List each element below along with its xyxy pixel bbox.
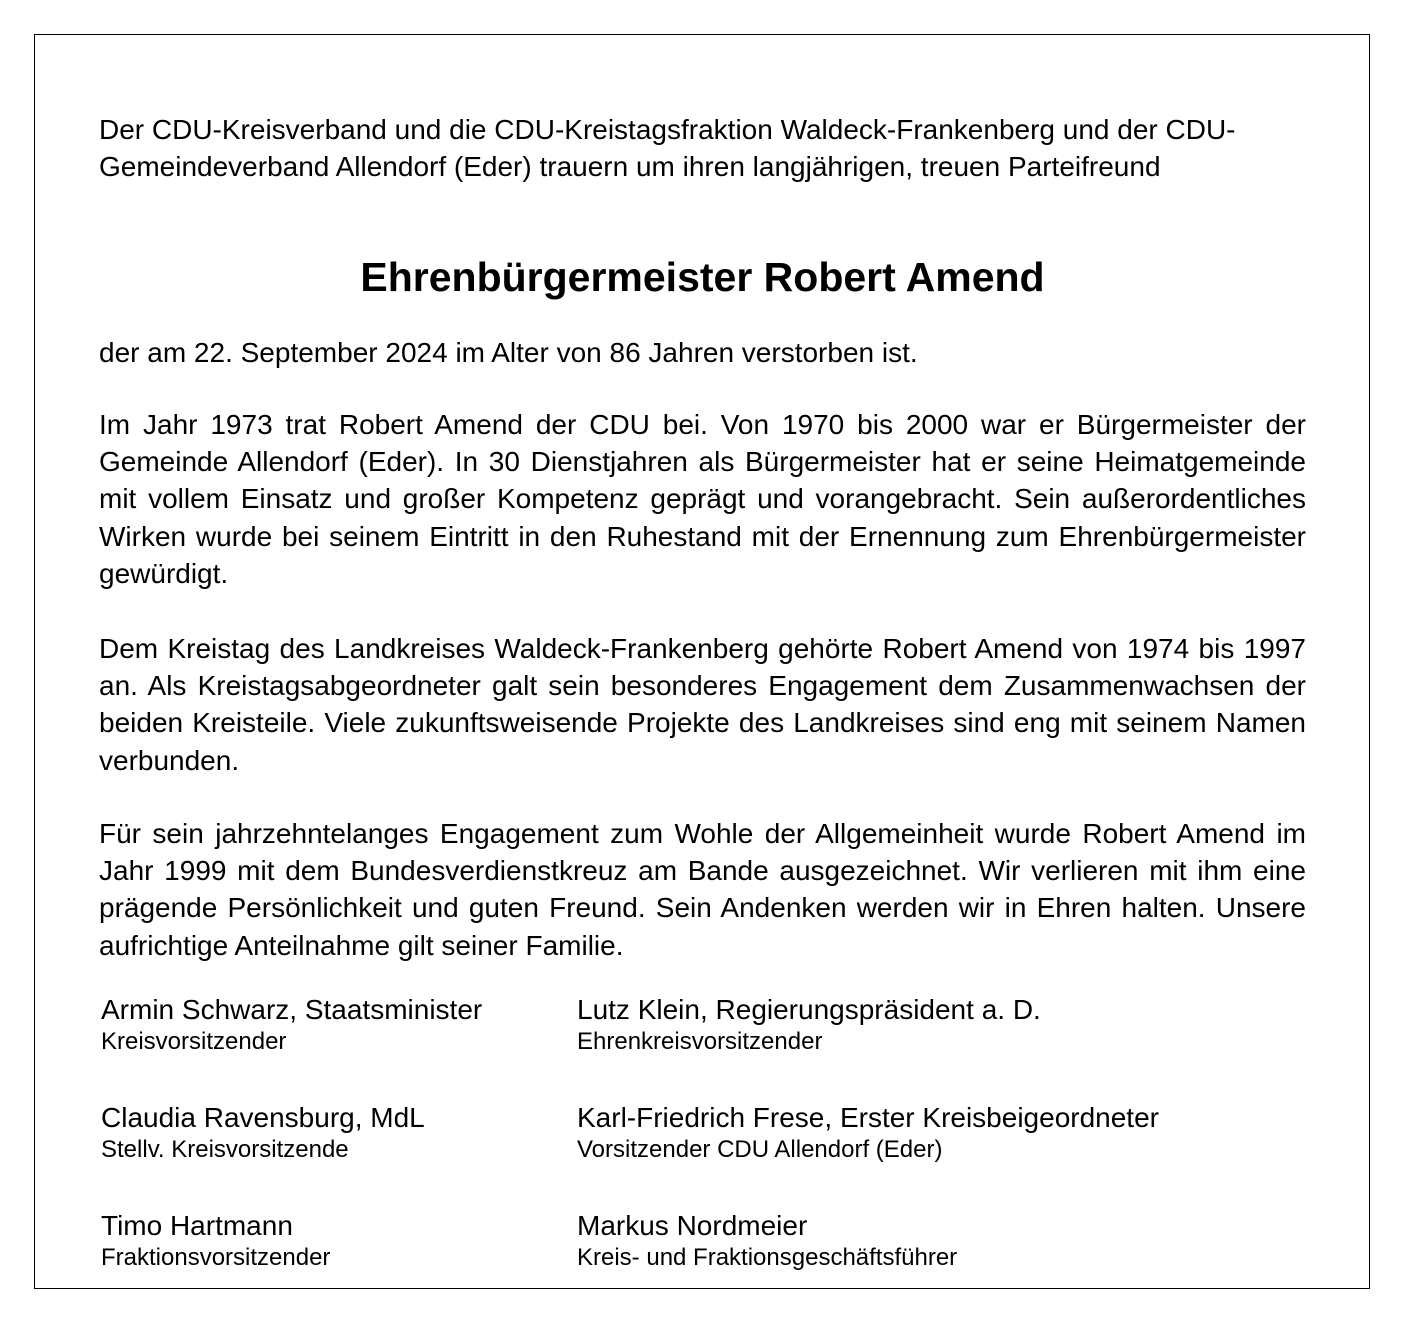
- signatory: [577, 1209, 957, 1273]
- intro-text: Der CDU-Kreisverband und die CDU-Kreistagsfraktion Waldeck-Frankenberg und der CDU-Gemeindeverband Allendorf (Eder) trauern um ihren langjährigen, treuen Parteifreund: [99, 114, 1236, 182]
- signatory-role: Ehrenkreisvorsitzender: [577, 1028, 823, 1055]
- paragraph-district-council: Dem Kreistag des Landkreises Waldeck-Frankenberg gehörte Robert Amend von 1974 bis 1997 an. Als Kreistagsabgeordneter galt sein besonderes Engagement dem Zusammenwachsen der beiden Kreisteile. Viele zukunftsweisende Projekte des Landkreises sind eng mit seinem Namen verbunden.: [99, 633, 1306, 776]
- signatory: [101, 1209, 330, 1273]
- signatory-name: Armin Schwarz, Staatsminister: [101, 994, 483, 1025]
- signatory-role: Stellv. Kreisvorsitzende: [101, 1136, 349, 1163]
- deceased-title: Ehrenbürgermeister Robert Amend: [360, 254, 1045, 300]
- signatory-name: Karl-Friedrich Frese, Erster Kreisbeigeordneter: [577, 1102, 1159, 1133]
- signatory-role: Kreisvorsitzender: [101, 1028, 287, 1055]
- paragraph-honours: Für sein jahrzehntelanges Engagement zum Wohle der Allgemeinheit wurde Robert Amend im Jahr 1999 mit dem Bundesverdienstkreuz am Bande ausgezeichnet. Wir verlieren mit ihm eine prägende Persönlichkeit und guten Freund. Sein Andenken werden wir in Ehren halten. Unsere aufrichtige Anteilnahme gilt seiner Familie.: [99, 818, 1306, 961]
- signatory-role: Kreis- und Fraktionsgeschäftsführer: [577, 1244, 958, 1271]
- signatory-role: Vorsitzender CDU Allendorf (Eder): [577, 1136, 943, 1163]
- signatory: [577, 993, 1041, 1057]
- signatory-name: Claudia Ravensburg, MdL: [101, 1102, 425, 1133]
- death-notice: der am 22. September 2024 im Alter von 86 Jahren verstorben ist.: [99, 337, 918, 368]
- signatory: [577, 1101, 1159, 1165]
- signatory-role: Fraktionsvorsitzender: [101, 1244, 331, 1271]
- signatory-name: Lutz Klein, Regierungspräsident a. D.: [577, 994, 1041, 1025]
- signatory: [101, 993, 482, 1057]
- signatory: [101, 1101, 425, 1165]
- signatory-name: Markus Nordmeier: [577, 1210, 808, 1241]
- paragraph-party-career: Im Jahr 1973 trat Robert Amend der CDU bei. Von 1970 bis 2000 war er Bürgermeister der Gemeinde Allendorf (Eder). In 30 Dienstjahren als Bürgermeister hat er seine Heimatgemeinde mit vollem Einsatz und großer Kompetenz geprägt und vorangebracht. Sein außerordentliches Wirken wurde bei seinem Eintritt in den Ruhestand mit der Ernennung zum Ehrenbürgermeister gewürdigt.: [99, 409, 1306, 589]
- signatory-name: Timo Hartmann: [101, 1210, 293, 1241]
